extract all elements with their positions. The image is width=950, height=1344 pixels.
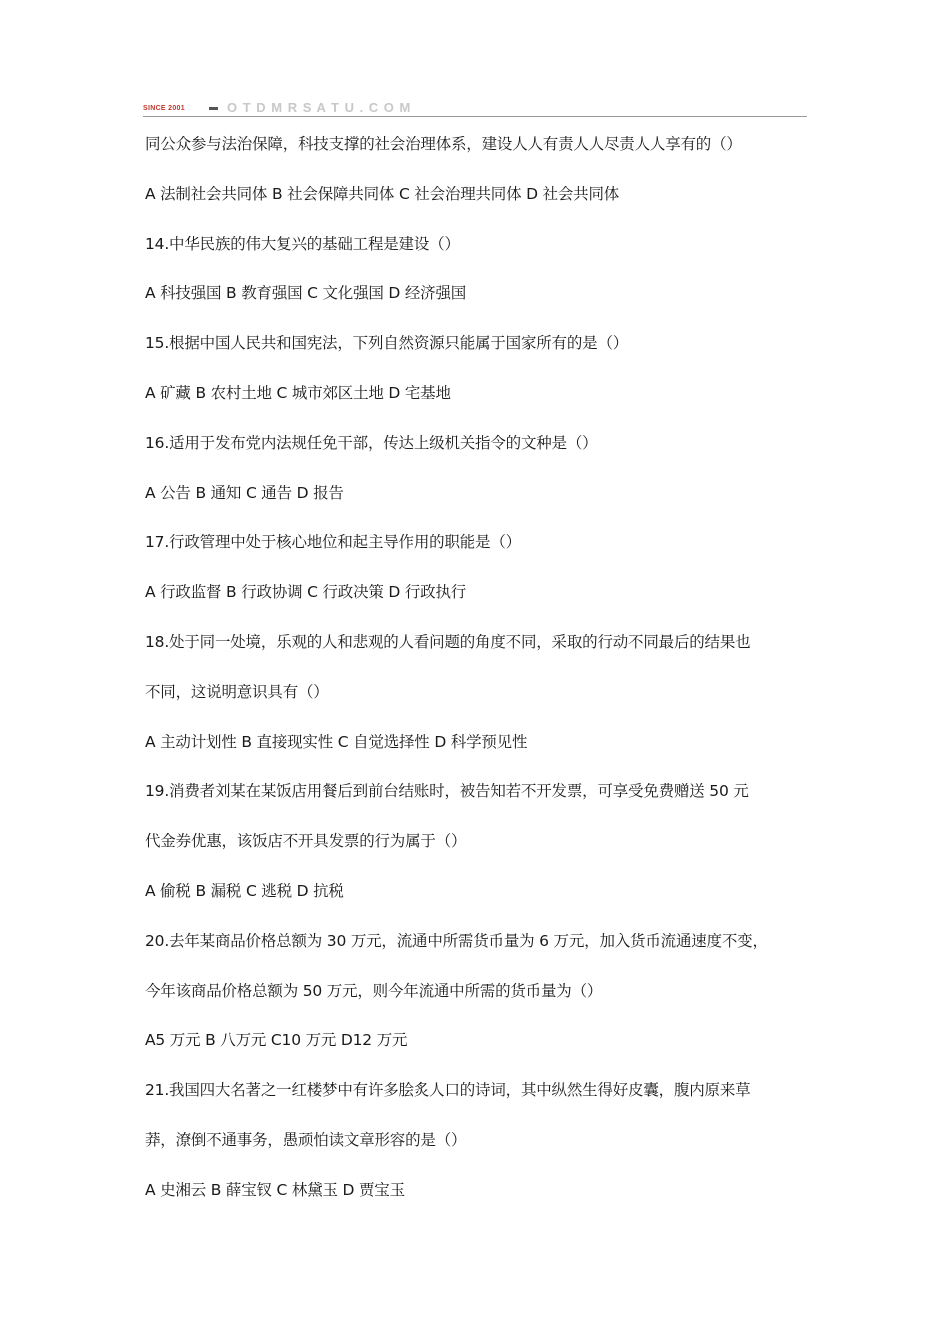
question-20-stem: 20.去年某商品价格总额为 30 万元，流通中所需货币量为 6 万元，加入货币流通速度不变， [145,931,768,950]
logo-site-watermark: O T D M R S A T U . C O M [227,100,412,115]
question-14-options: A 科技强国 B 教育强国 C 文化强国 D 经济强国 [145,284,467,303]
header-divider [143,116,807,117]
question-15-options: A 矿藏 B 农村土地 C 城市郊区土地 D 宅基地 [145,383,451,402]
question-19-options: A 偷税 B 漏税 C 逃税 D 抗税 [145,881,344,900]
question-13-options: A 法制社会共同体 B 社会保障共同体 C 社会治理共同体 D 社会共同体 [145,184,620,203]
question-21-options: A 史湘云 B 薛宝钗 C 林黛玉 D 贾宝玉 [145,1180,405,1199]
question-17-stem: 17.行政管理中处于核心地位和起主导作用的职能是（） [145,533,521,552]
question-18-options: A 主动计划性 B 直接现实性 C 自觉选择性 D 科学预见性 [145,732,528,751]
question-14-stem: 14.中华民族的伟大复兴的基础工程是建设（） [145,234,460,253]
question-19-stem-cont: 代金券优惠，该饭店不开具发票的行为属于（） [145,832,467,851]
question-15-stem: 15.根据中国人民共和国宪法，下列自然资源只能属于国家所有的是（） [145,334,629,353]
question-13-stem-cont: 同公众参与法治保障，科技支撑的社会治理体系，建设人人有责人人尽责人人享有的（） [145,135,742,153]
logo-mark [209,107,218,110]
question-21-stem: 21.我国四大名著之一红楼梦中有许多脍炙人口的诗词，其中纵然生得好皮囊，腹内原来草 [145,1081,751,1100]
question-20-options: A5 万元 B 八万元 C10 万元 D12 万元 [145,1031,408,1050]
question-19-stem: 19.消费者刘某在某饭店用餐后到前台结账时，被告知若不开发票，可享受免费赠送 50 元 [145,782,749,801]
logo-since-text: SINCE 2001 [143,105,185,112]
question-21-stem-cont: 莽，潦倒不通事务，愚顽怕读文章形容的是（） [145,1130,467,1149]
question-17-options: A 行政监督 B 行政协调 C 行政决策 D 行政执行 [145,583,467,602]
question-18-stem: 18.处于同一处境，乐观的人和悲观的人看问题的角度不同，采取的行动不同最后的结果也 [145,632,751,651]
document-body [145,131,810,1227]
question-18-stem-cont: 不同，这说明意识具有（） [145,682,329,701]
question-16-stem: 16.适用于发布党内法规任免干部，传达上级机关指令的文种是（） [145,433,598,452]
question-20-stem-cont: 今年该商品价格总额为 50 万元，则今年流通中所需的货币量为（） [145,981,603,1000]
page-header [143,100,807,118]
question-16-options: A 公告 B 通知 C 通告 D 报告 [145,483,344,502]
